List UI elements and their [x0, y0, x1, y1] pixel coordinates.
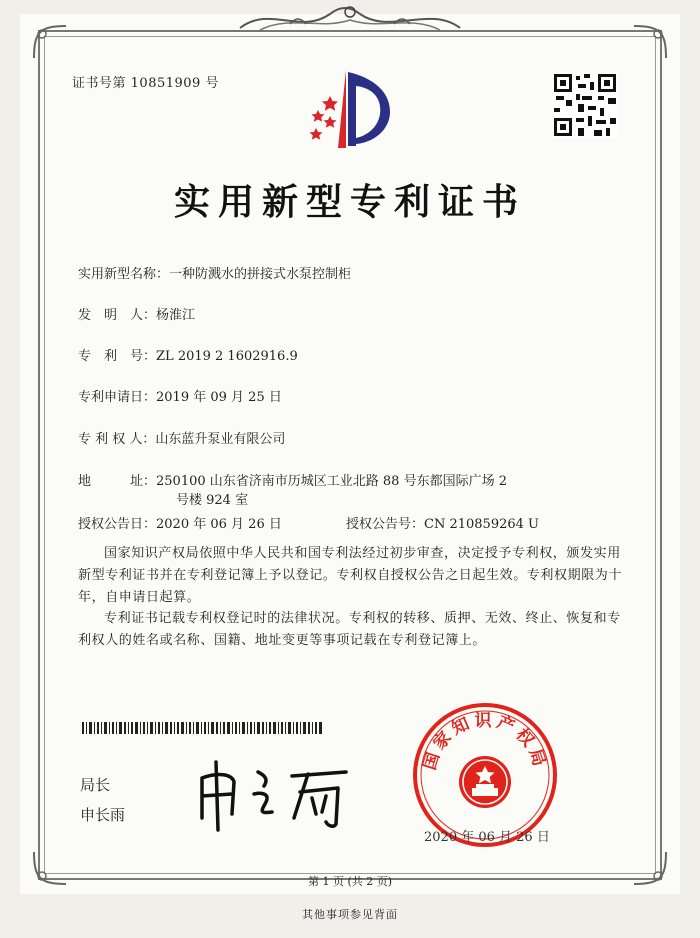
field-value: 杨淮江	[156, 308, 196, 323]
field-label: 授权公告日：	[78, 517, 157, 532]
field-utility-model-name	[78, 263, 351, 282]
field-address	[78, 470, 507, 489]
body-paragraph-2: 专利证书记载专利权登记时的法律状况。专利权的转移、质押、无效、终止、恢复和专利权人的姓名或名称、国籍、地址变更等事项记载在专利登记簿上。	[78, 611, 621, 648]
director-title: 局长	[80, 776, 111, 794]
barcode-icon	[82, 722, 322, 734]
field-patent-number	[78, 345, 298, 364]
field-label: 实用新型名称：	[78, 267, 170, 282]
page-number: 第 1 页 (共 2 页)	[307, 875, 393, 888]
field-label: 发 明 人：	[78, 308, 157, 323]
cnipa-logo-icon	[296, 66, 396, 152]
top-ornament-icon	[230, 0, 470, 40]
field-address-line2: 号楼 924 室	[176, 493, 249, 508]
field-label: 专利申请日：	[78, 390, 157, 405]
field-inventor	[78, 304, 195, 323]
footer-note: 其他事项参见背面	[302, 908, 398, 921]
field-label: 专 利 号：	[78, 349, 157, 364]
field-value: CN 210859264 U	[424, 517, 539, 532]
field-value: ZL 2019 2 1602916.9	[156, 349, 298, 364]
handwritten-signature-icon	[188, 748, 368, 838]
field-value: 2020 年 06 月 26 日	[156, 517, 282, 532]
seal-date: 2020 年 06 月 26 日	[424, 830, 550, 845]
body-paragraph-1: 国家知识产权局依照中华人民共和国专利法经过初步审查，决定授予专利权，颁发实用新型专利证书并在专利登记簿上予以登记。专利权自授权公告之日起生效。专利权期限为十年，自申请日起算。	[78, 546, 623, 605]
corner-ornament-icon	[30, 22, 70, 62]
field-value: 一种防溅水的拼接式水泵控制柜	[169, 267, 352, 282]
field-label: 专 利 权 人：	[78, 432, 156, 447]
seal-text: 国家知识产权局	[419, 711, 551, 773]
field-value: 山东蓝升泵业有限公司	[155, 432, 286, 447]
certificate-title: 实用新型专利证书	[173, 181, 526, 223]
field-patentee	[78, 428, 285, 447]
field-grant-number	[346, 513, 539, 532]
field-filing-date	[78, 386, 282, 405]
cert-no-suffix: 号	[205, 76, 219, 91]
cert-no-label: 证书号第	[72, 76, 127, 91]
qr-code-icon	[552, 72, 618, 138]
field-value: 250100 山东省济南市历城区工业北路 88 号东都国际广场 2	[156, 474, 507, 489]
director-name: 申长雨	[80, 806, 126, 824]
field-value: 2019 年 09 月 25 日	[156, 390, 282, 405]
cert-no-value: 10851909	[130, 76, 201, 91]
field-label: 地 址：	[78, 474, 157, 489]
certificate-number	[72, 72, 219, 91]
corner-ornament-icon	[630, 22, 670, 62]
field-grant-date	[78, 513, 282, 532]
field-label: 授权公告号：	[346, 517, 425, 532]
